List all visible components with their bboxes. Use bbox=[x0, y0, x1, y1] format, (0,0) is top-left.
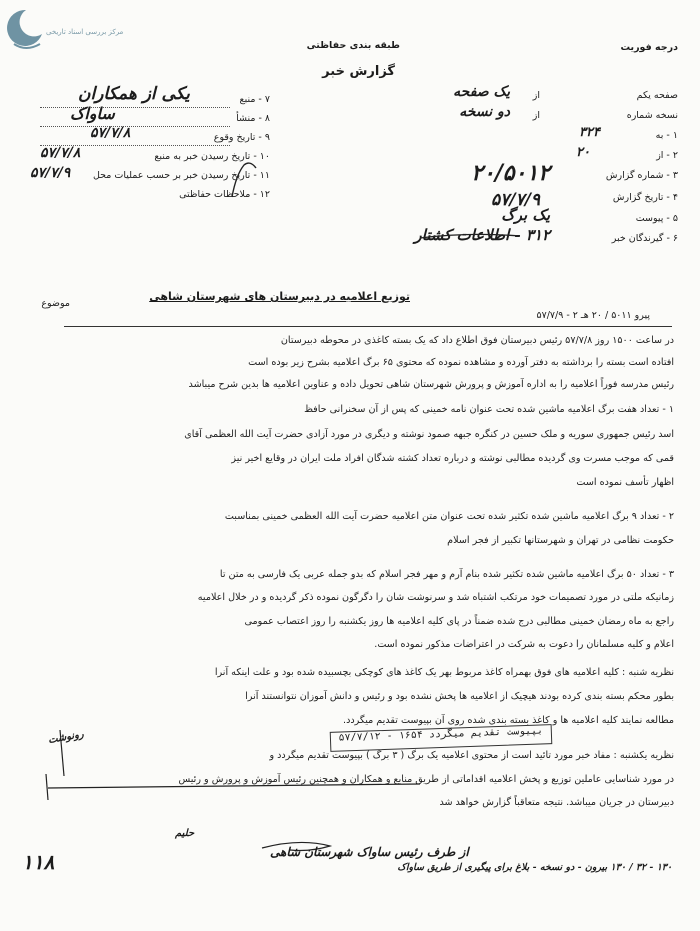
field-value-received-date: ۵۷/۷/۸ bbox=[40, 145, 81, 161]
subject-reference: پیرو ۵۰۱۱ / ۲۰ هـ ۲ - ۵۷/۷/۹ bbox=[536, 310, 650, 321]
field-value-report-date: ۵۷/۷/۹ bbox=[491, 190, 540, 210]
body-line: نظریه یکشنبه : مفاد خبر مورد تائید است از محتوی اعلامیه یک برگ ( ۳ برگ ) بپیوست تقدیم میگردد و bbox=[269, 750, 674, 761]
body-line: اظهار تأسف نموده است bbox=[576, 477, 674, 488]
field-value-source: یکی از همکاران bbox=[78, 84, 190, 104]
field-value-event-date: ۵۷/۷/۸ bbox=[90, 125, 131, 141]
field-label: ۱۰ - تاریخ رسیدن خبر به منبع bbox=[154, 151, 270, 162]
field-value-copy: دو نسخه bbox=[459, 104, 510, 120]
field-label: صفحه یکم bbox=[636, 90, 678, 101]
body-line: راجع به ماه رمضان خمینی مطالبی درج شده ضمناً در پای کلیه اعلامیه ها روز یکشنبه را روز اعتصاب عمومی bbox=[244, 616, 674, 627]
field-label: ۵ - پیوست bbox=[635, 213, 678, 224]
field-value-origin: ساواک bbox=[70, 104, 115, 123]
signature-line: از طرف رئیس ساواک شهرستان شاهی bbox=[270, 845, 469, 859]
field-value-page: یک صفحه bbox=[453, 84, 510, 100]
field-label: ۲ - از bbox=[656, 150, 678, 161]
body-line: زمانیکه ملتی در مورد تصمیمات خود مرتکب اشتباه شد و سرنوشت شان را دگرگون نموده ذکر گردیده و در خلال اعلامیه bbox=[197, 592, 674, 603]
subject-text: توزیع اعلامیه در دبیرستان های شهرستان شاهی bbox=[149, 290, 410, 303]
field-value-from: ۲۰ bbox=[576, 145, 590, 160]
body-line: بطور محکم بسته بندی کرده بودند هیچیک از اعلامیه ها پخش نشده بود و رئیس و دانش آموزان نتوانستند آنرا bbox=[245, 691, 674, 702]
field-label: ۸ - منشأ bbox=[236, 113, 270, 124]
body-line: ۳ - تعداد ۵۰ برگ اعلامیه ماشین شده تکثیر شده بنام آرم و مهر فجر اسلام که بدو جمله عربی یک فارسی به متن تا bbox=[219, 569, 674, 580]
field-label: ۴ - تاریخ گزارش bbox=[612, 192, 678, 203]
margin-note: رونوشت bbox=[47, 728, 85, 747]
subject-label: موضوع bbox=[41, 298, 70, 309]
field-value-to: ۳۲۴ bbox=[579, 125, 600, 140]
signature-handwriting: حلیم bbox=[175, 828, 195, 839]
field-value-recipients: ۳۱۲ - اطلاعات کشتار bbox=[414, 226, 550, 244]
field-label: ۱۱ - تاریخ رسیدن خبر بر حسب عملیات محل bbox=[92, 170, 270, 181]
body-line: در مورد شناسایی عاملین توزیع و پخش اعلامیه اقداماتی از طریق منابع و همکاران و همچنین رئیس آموزش و پرورش و رئیس bbox=[178, 774, 674, 785]
body-line: رئیس مدرسه فوراً اعلامیه را به اداره آموزش و پرورش شهرستان شاهی تحویل داده و عناوین اعلامیه ها بدین شرح میباشد bbox=[188, 379, 674, 390]
security-class-label: طبقه بندی حفاظتی bbox=[306, 40, 400, 51]
field-label: ۱۲ - ملاحظات حفاظتی bbox=[179, 189, 270, 200]
body-line: ۲ - تعداد ۹ برگ اعلامیه ماشین شده تکثیر شده تحت عنوان متن اعلامیه حضرت آیت الله العظمی خمینی بمناسبت bbox=[224, 511, 674, 522]
body-line: قمی که موجب مسرت وی گردیده مطالبی نوشته و درباره تعداد کشته شدگان افراد ملت ایران در وقایع اخیر نیز bbox=[231, 453, 674, 464]
body-line: دبیرستان در جریان میباشد. نتیجه متعاقباً گزارش خواهد شد bbox=[439, 797, 674, 808]
field-value-attachment: یک برگ bbox=[501, 206, 550, 224]
body-line: حکومت نظامی در تهران و شهرستانها تکبیر از فجر اسلام bbox=[447, 535, 674, 546]
field-label-from: از bbox=[532, 90, 540, 101]
reference-note: ۱۳۰ - ۳۲ / ۱۳۰ بیرون - دو نسخه - بلاغ برای پیگیری از طریق ساواک bbox=[397, 862, 672, 873]
body-line: افتاده است بسته را برداشته به دفتر آورده و مشاهده نموده که محتوی ۶۵ برگ اعلامیه بشرح زیر بوده است bbox=[248, 357, 674, 368]
stamp-number: ۱۶۵۴ - ۵۷/۷/۱۲ bbox=[338, 729, 424, 744]
field-label: ۶ - گیرندگان خبر bbox=[611, 233, 678, 244]
archive-name: مرکز بررسی اسناد تاریخی bbox=[46, 28, 124, 36]
field-label-from: از bbox=[532, 110, 540, 121]
body-line: اعلام و کلیه مسلمانان را دعوت به شرکت در اعتراضات مذکور نموده است. bbox=[374, 639, 674, 650]
field-value-ops-date: ۵۷/۷/۹ bbox=[30, 165, 71, 181]
field-label: ۱ - به bbox=[655, 130, 678, 141]
body-line: در ساعت ۱۵۰۰ روز ۵۷/۷/۸ رئیس دبیرستان فوق اطلاع داد که یک بسته کاغذی در محوطه دبیرستان bbox=[280, 335, 674, 346]
form-title: گزارش خبر bbox=[322, 64, 395, 79]
page-number: ۱۱۸ bbox=[22, 850, 55, 874]
priority-label: درجه فوریت bbox=[620, 42, 678, 53]
body-line: ۱ - تعداد هفت برگ اعلامیه ماشین شده تحت عنوان نامه خمینی که پس از آن سخنرانی حافظ bbox=[304, 404, 674, 415]
body-line: اسد رئیس جمهوری سوریه و ملک حسین در کنگره جبهه صمود نوشته و دیگری در مورد آزادی حضرت آیت الله العظمی آقای bbox=[184, 429, 674, 440]
field-value-report-number: ۲۰/۵۰۱۲ bbox=[471, 160, 550, 186]
body-line: مطالعه نمایند کلیه اعلامیه ها و کاغذ بسته بندی شده روی آن بپیوست تقدیم میگردد. bbox=[343, 715, 674, 726]
stamp-text: بپیوست تقدیم میگردد bbox=[428, 725, 544, 741]
field-label: ۷ - منبع bbox=[239, 94, 270, 105]
body-line: نظریه شنبه : کلیه اعلامیه های فوق بهمراه کاغذ مربوط بهر یک کاغذ های کوچکی بچسبیده شده بود و علت اینکه آنرا bbox=[214, 667, 674, 678]
field-label: ۳ - شماره گزارش bbox=[605, 170, 678, 181]
field-label: ۹ - تاریخ وقوع bbox=[213, 132, 270, 143]
field-label: نسخه شماره bbox=[626, 110, 678, 121]
